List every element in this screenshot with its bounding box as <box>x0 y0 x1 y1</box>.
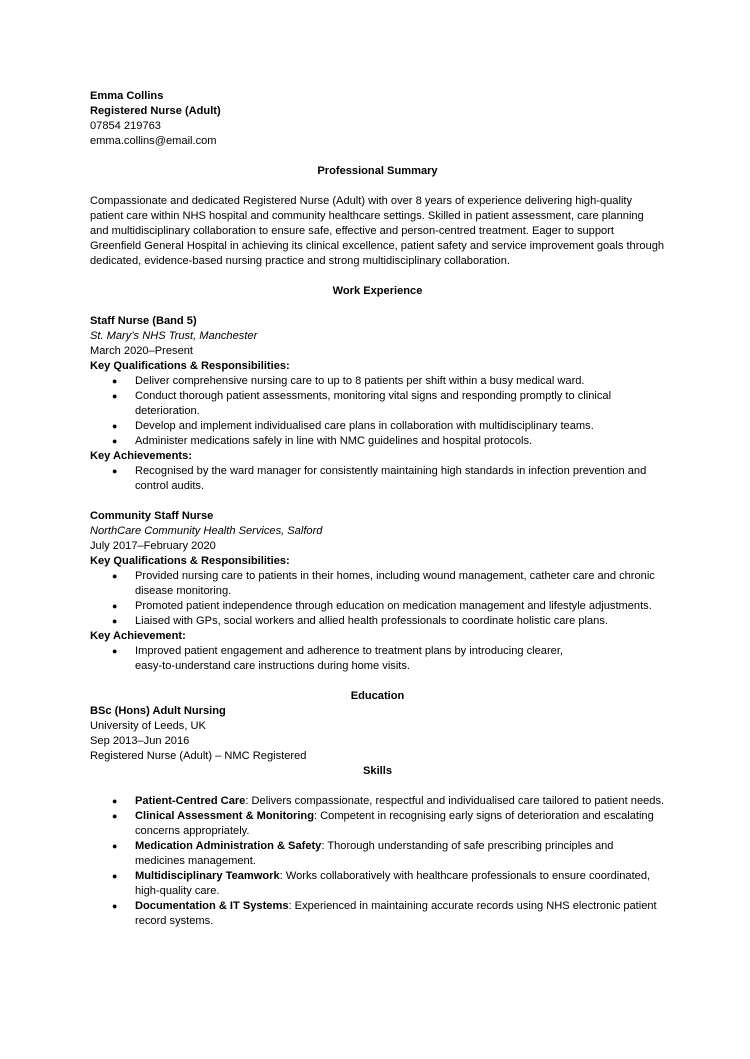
bullet-icon: ● <box>112 391 118 401</box>
institution: University of Leeds, UK <box>90 720 206 732</box>
education-heading: Education <box>350 690 405 702</box>
achievements-heading: Key Achievements: <box>90 450 192 462</box>
skill-item <box>90 794 665 809</box>
summary-text: Compassionate and dedicated Registered Nurse (Adult) with over 8 years of experience delivering high-quality patient care within NHS hospital and community healthcare settings. Skilled in patient assessment, care planning and multidisciplinary collaboration to ensure safe, effective and person-centred treatment. Eager to support Greenfield General Hospital in achieving its clinical excellence, patient safety and service improvement goals through dedicated, evidence-based nursing practice and strong multidisciplinary collaboration. <box>90 195 665 267</box>
bullet-icon: ● <box>112 841 118 851</box>
responsibilities-list <box>90 374 665 449</box>
achievements-list <box>90 644 665 674</box>
candidate-phone: 07854 219763 <box>90 120 161 132</box>
skill-name: Multidisciplinary Teamwork <box>135 870 280 882</box>
skill-item <box>90 809 665 839</box>
skill-item <box>90 899 665 929</box>
responsibilities-list <box>90 569 665 629</box>
contact-block <box>90 89 665 149</box>
experience-heading: Work Experience <box>332 285 423 297</box>
job-entry <box>90 314 665 494</box>
job-employer: St. Mary’s NHS Trust, Manchester <box>90 330 258 342</box>
list-item: ● Provided nursing care to patients in their homes, including wound management, catheter care and chronic disease monitoring. <box>112 570 655 597</box>
skill-name: Medication Administration & Safety <box>135 840 322 852</box>
skill-desc: : Experienced in maintaining accurate records using NHS electronic patient record systems. <box>135 900 657 927</box>
candidate-name: Emma Collins <box>90 90 164 102</box>
job-employer: NorthCare Community Health Services, Salford <box>90 525 323 537</box>
bullet-icon: ● <box>112 601 118 611</box>
skill-name: Documentation & IT Systems <box>135 900 289 912</box>
responsibilities-heading: Key Qualifications & Responsibilities: <box>90 555 290 567</box>
skill-item <box>90 869 665 899</box>
bullet-icon: ● <box>112 421 118 431</box>
skill-name: Clinical Assessment & Monitoring <box>135 810 314 822</box>
list-item: ● Deliver comprehensive nursing care to up to 8 patients per shift within a busy medical ward. <box>112 375 585 387</box>
skill-desc: : Competent in recognising early signs of deterioration and escalating concerns appropriately. <box>135 810 654 837</box>
list-item: ● Improved patient engagement and adherence to treatment plans by introducing clearer, easy-to-understand care instructions during home visits. <box>112 645 563 672</box>
bullet-icon: ● <box>112 646 118 656</box>
list-item: ● Recognised by the ward manager for consistently maintaining high standards in infection prevention and control audits. <box>112 465 647 492</box>
degree-title: BSc (Hons) Adult Nursing <box>90 705 226 717</box>
achievements-heading: Key Achievement: <box>90 630 186 642</box>
skill-desc: : Delivers compassionate, respectful and individualised care tailored to patient needs. <box>245 795 665 807</box>
list-item: ● Develop and implement individualised care plans in collaboration with multidisciplinary teams. <box>112 420 594 432</box>
list-item: ● Promoted patient independence through education on medication management and lifestyle adjustments. <box>112 600 652 612</box>
job-dates: July 2017–February 2020 <box>90 540 216 552</box>
bullet-icon: ● <box>112 436 118 446</box>
job-dates: March 2020–Present <box>90 345 193 357</box>
list-item: ● Liaised with GPs, social workers and allied health professionals to coordinate holistic care plans. <box>112 615 608 627</box>
bullet-icon: ● <box>112 871 118 881</box>
achievements-list <box>90 464 665 494</box>
skill-desc: : Works collaboratively with healthcare professionals to ensure coordinated, high-quality care. <box>135 870 651 897</box>
list-item: ● Conduct thorough patient assessments, monitoring vital signs and responding promptly to clinical deterioration. <box>112 390 612 417</box>
bullet-icon: ● <box>112 571 118 581</box>
bullet-icon: ● <box>112 376 118 386</box>
resume-page <box>90 89 665 929</box>
education-entry <box>90 704 665 764</box>
bullet-icon: ● <box>112 616 118 626</box>
job-role: Community Staff Nurse <box>90 510 214 522</box>
candidate-email: emma.collins@email.com <box>90 135 217 147</box>
bullet-icon: ● <box>112 466 118 476</box>
responsibilities-heading: Key Qualifications & Responsibilities: <box>90 360 290 372</box>
skill-desc: : Thorough understanding of safe prescribing principles and medicines management. <box>135 840 614 867</box>
education-dates: Sep 2013–Jun 2016 <box>90 735 190 747</box>
job-role: Staff Nurse (Band 5) <box>90 315 197 327</box>
skills-heading: Skills <box>363 765 392 777</box>
job-entry <box>90 509 665 674</box>
bullet-icon: ● <box>112 811 118 821</box>
candidate-title: Registered Nurse (Adult) <box>90 105 221 117</box>
registration-status: Registered Nurse (Adult) – NMC Registered <box>90 750 307 762</box>
list-item: ● Administer medications safely in line with NMC guidelines and hospital protocols. <box>112 435 533 447</box>
bullet-icon: ● <box>112 796 118 806</box>
summary-heading: Professional Summary <box>317 165 438 177</box>
skills-list <box>90 794 665 929</box>
skill-item <box>90 839 665 869</box>
skill-name: Patient-Centred Care <box>135 795 246 807</box>
bullet-icon: ● <box>112 901 118 911</box>
